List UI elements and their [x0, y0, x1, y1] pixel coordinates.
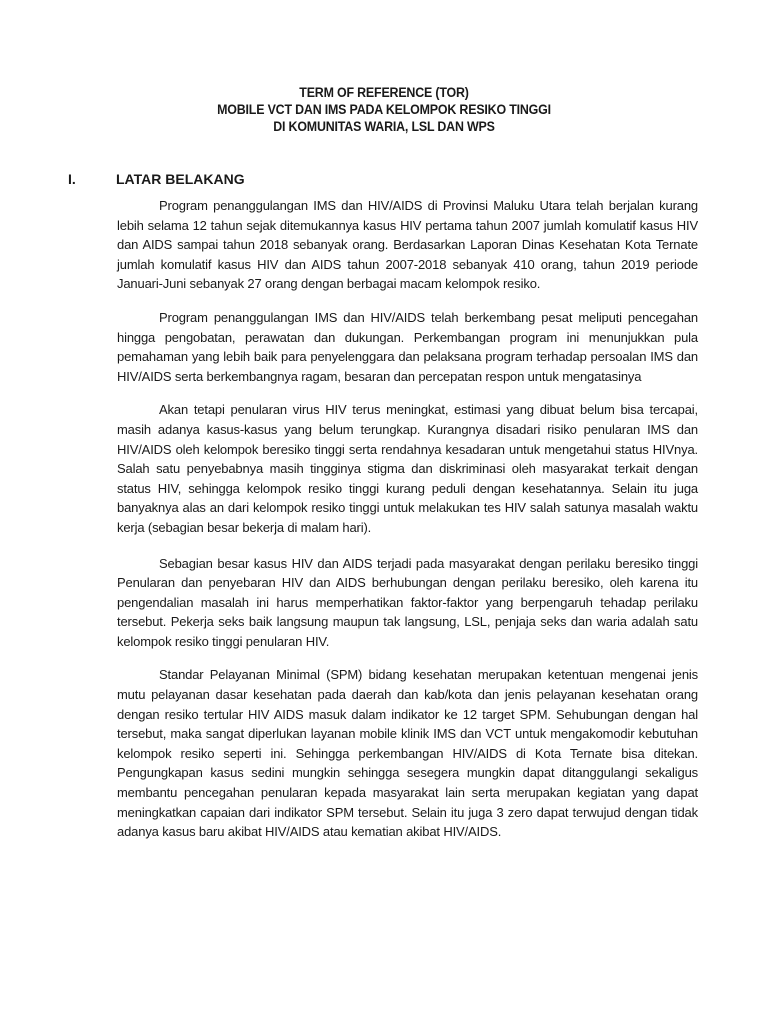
paragraph: Standar Pelayanan Minimal (SPM) bidang kesehatan merupakan ketentuan mengenai jenis mutu pelayanan dasar kesehatan pada daerah dan kab/kota dan jenis pelayanan kesehatan orang dengan resiko tertular HIV AIDS masuk dalam indikator ke 12 target SPM. Sehubungan dengan hal tersebut, maka sangat diperlukan layanan mobile klinik IMS dan VCT untuk mengakomodir kebutuhan kelompok resiko seperti ini. Sehingga perkembangan HIV/AIDS di Kota Ternate bisa ditekan. Pengungkapan kasus sedini mungkin sehingga sesegera mungkin dapat ditanggulangi sekaligus membantu pencegahan penularan kepada masyarakat lain serta merupakan kegiatan yang dapat meningkatkan capaian dari indikator SPM tersebut. Selain itu juga 3 zero dapat terwujud dengan tidak adanya kasus baru akibat HIV/AIDS atau kematian akibat HIV/AIDS.: [117, 667, 698, 840]
document-subtitle: MOBILE VCT DAN IMS PADA KELOMPOK RESIKO TINGGI: [217, 102, 551, 117]
document-subtitle-location: DI KOMUNITAS WARIA, LSL DAN WPS: [273, 119, 495, 134]
section-number: I.: [68, 171, 76, 187]
document-title: TERM OF REFERENCE (TOR): [299, 85, 469, 100]
paragraph: Akan tetapi penularan virus HIV terus meningkat, estimasi yang dibuat belum bisa tercapai, masih adanya kasus-kasus yang belum terungkap. Kurangnya disadari risiko penularan IMS dan HIV/AIDS oleh kelompok beresiko tinggi serta rendahnya kesadaran untuk mengetahui status HIVnya. Salah satu penyebabnya masih tingginya stigma dan diskriminasi oleh masyarakat terkait dengan status HIV, sehingga kelompok resiko tinggi kurang peduli dengan kesehatannya. Selain itu juga banyaknya alas an dari kelompok resiko tinggi untuk melakukan tes HIV salah satunya masalah waktu kerja (sebagian besar bekerja di malam hari).: [117, 402, 698, 535]
paragraph: Program penanggulangan IMS dan HIV/AIDS di Provinsi Maluku Utara telah berjalan kurang lebih selama 12 tahun sejak ditemukannya kasus HIV pertama tahun 2007 jumlah komulatif kasus HIV dan AIDS sampai tahun 2018 sebanyak orang. Berdasarkan Laporan Dinas Kesehatan Kota Ternate jumlah komulatif kasus HIV dan AIDS tahun 2007-2018 sebanyak 410 orang, tahun 2019 periode Januari-Juni sebanyak 27 orang dengan berbagai macam kelompok resiko.: [117, 198, 698, 292]
section-heading: [68, 170, 245, 188]
section-body: [117, 196, 698, 856]
paragraph: Program penanggulangan IMS dan HIV/AIDS telah berkembang pesat meliputi pencegahan hingga pengobatan, perawatan dan dukungan. Perkembangan program ini menunjukkan pula pemahaman yang lebih baik para penyelenggara dan pelaksana program terhadap persoalan IMS dan HIV/AIDS serta berkembangnya ragam, besaran dan percepatan respon untuk mengatasinya: [117, 309, 698, 384]
document-title-block: [31, 84, 738, 135]
paragraph: Sebagian besar kasus HIV dan AIDS terjadi pada masyarakat dengan perilaku beresiko tinggi Penularan dan penyebaran HIV dan AIDS berhubungan dengan perilaku beresiko, oleh karena itu pengendalian masalah ini harus memperhatikan faktor-faktor yang berpengaruh tehadap perilaku tersebut. Pekerja seks baik langsung maupun tak langsung, LSL, penjaja seks dan waria adalah satu kelompok resiko tinggi penularan HIV.: [117, 555, 698, 649]
section-title: LATAR BELAKANG: [116, 171, 245, 187]
